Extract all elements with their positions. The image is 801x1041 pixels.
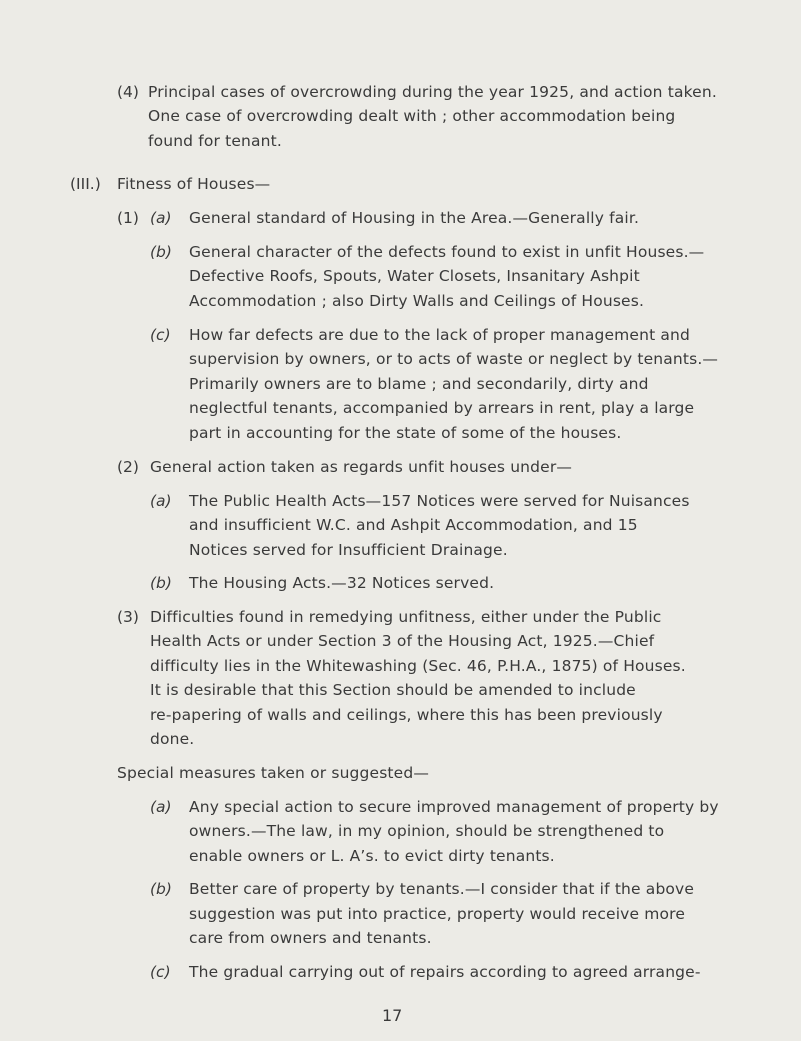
para-2-number: (2)	[117, 458, 139, 476]
special-b-line-3: care from owners and tenants.	[189, 929, 432, 947]
special-c-line-1: The gradual carrying out of repairs according to agreed arrange-	[189, 963, 701, 981]
para-1b-line-3: Accommodation ; also Dirty Walls and Ceilings of Houses.	[189, 292, 645, 310]
para-1a-text: General standard of Housing in the Area.—Generally fair.	[189, 209, 640, 227]
section-3-title: Fitness of Houses—	[117, 175, 271, 193]
para-3-line-5: re-papering of walls and ceilings, where this has been previously	[150, 706, 663, 724]
special-a-line-1: Any special action to secure improved management of property by	[189, 798, 719, 816]
para-1c-line-2: supervision by owners, or to acts of waste or neglect by tenants.—	[189, 350, 719, 368]
special-c-label: (c)	[150, 963, 171, 981]
para-3-line-1: Difficulties found in remedying unfitness, either under the Public	[150, 608, 662, 626]
para-1a-label: (a)	[150, 209, 172, 227]
para-1c-line-5: part in accounting for the state of some of the houses.	[189, 424, 622, 442]
item-4-number: (4)	[117, 83, 139, 101]
para-2a-line-1: The Public Health Acts—157 Notices were served for Nuisances	[189, 492, 690, 510]
special-a-line-3: enable owners or L. A’s. to evict dirty tenants.	[189, 847, 555, 865]
para-1c-line-1: How far defects are due to the lack of proper management and	[189, 326, 690, 344]
special-a-line-2: owners.—The law, in my opinion, should be strengthened to	[189, 822, 665, 840]
special-a-label: (a)	[150, 798, 172, 816]
item-4-text-2: One case of overcrowding dealt with ; other accommodation being	[148, 107, 676, 125]
para-3-number: (3)	[117, 608, 139, 626]
para-2b-label: (b)	[150, 574, 172, 592]
section-3-number: (III.)	[70, 175, 101, 193]
item-4-line-2	[148, 107, 710, 125]
special-measures-title: Special measures taken or suggested—	[117, 764, 429, 782]
para-3-line-2: Health Acts or under Section 3 of the Housing Act, 1925.—Chief	[150, 632, 655, 650]
para-1c-label: (c)	[150, 326, 171, 344]
item-4-line-3: found for tenant.	[148, 132, 282, 150]
item-4-line-1	[148, 83, 717, 101]
para-2-title: General action taken as regards unfit houses under—	[150, 458, 572, 476]
para-1b-label: (b)	[150, 243, 172, 261]
special-b-line-2: suggestion was put into practice, property would receive more	[189, 905, 685, 923]
para-2a-label: (a)	[150, 492, 172, 510]
special-b-label: (b)	[150, 880, 172, 898]
para-1b-line-1: General character of the defects found to exist in unfit Houses.—	[189, 243, 705, 261]
para-1b-line-2: Defective Roofs, Spouts, Water Closets, Insanitary Ashpit	[189, 267, 640, 285]
para-3-line-6: done.	[150, 730, 195, 748]
para-3-line-4: It is desirable that this Section should be amended to include	[150, 681, 636, 699]
para-3-line-3: difficulty lies in the Whitewashing (Sec. 46, P.H.A., 1875) of Houses.	[150, 657, 686, 675]
item-4-text-1: Principal cases of overcrowding during the year 1925, and action taken.	[148, 83, 717, 101]
para-1c-line-4: neglectful tenants, accompanied by arrears in rent, play a large	[189, 399, 695, 417]
para-2a-line-3: Notices served for Insufficient Drainage.	[189, 541, 508, 559]
page-number: 17	[382, 1006, 403, 1025]
para-2b-text: The Housing Acts.—32 Notices served.	[189, 574, 495, 592]
special-b-line-1: Better care of property by tenants.—I consider that if the above	[189, 880, 695, 898]
para-1c-line-3: Primarily owners are to blame ; and secondarily, dirty and	[189, 375, 649, 393]
para-2a-line-2: and insufficient W.C. and Ashpit Accommodation, and 15	[189, 516, 638, 534]
para-1-number: (1)	[117, 209, 139, 227]
